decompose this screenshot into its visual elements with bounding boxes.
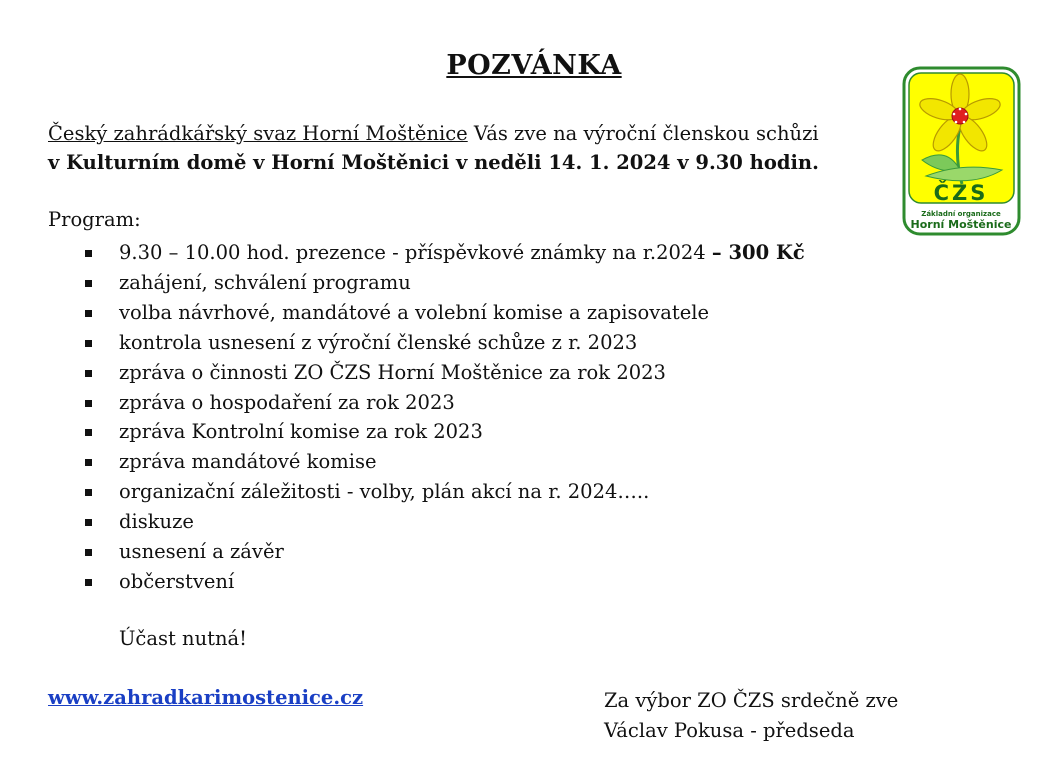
attendance-note: Účast nutná! (119, 627, 247, 650)
list-item: kontrola usnesení z výroční členské schůze z r. 2023 (80, 328, 805, 358)
signature-block (604, 686, 898, 746)
czs-logo (902, 66, 1021, 236)
signature-line-2: Václav Pokusa - předseda (604, 719, 855, 742)
list-item: organizační záležitosti - volby, plán akcí na r. 2024….. (80, 477, 805, 507)
intro-paragraph (48, 119, 819, 177)
program-label: Program: (48, 208, 141, 231)
intro-line-1 (48, 119, 819, 148)
website-link[interactable]: www.zahradkarimostenice.cz (48, 686, 364, 709)
list-item: diskuze (80, 507, 805, 537)
svg-text:ČZS: ČZS (933, 181, 989, 205)
list-item: zpráva mandátové komise (80, 447, 805, 477)
intro-text: Vás zve na výroční členskou schůzi (467, 122, 819, 145)
list-item: zahájení, schválení programu (80, 268, 805, 298)
list-item: zpráva o hospodaření za rok 2023 (80, 388, 805, 418)
list-item: 9.30 – 10.00 hod. prezence - příspěvkové známky na r.2024 – 300 Kč (80, 238, 805, 268)
list-item: volba návrhové, mandátové a volební komise a zapisovatele (80, 298, 805, 328)
event-details: v Kulturním domě v Horní Moštěnici v neděli 14. 1. 2024 v 9.30 hodin. (48, 151, 819, 174)
svg-text:Základní organizace: Základní organizace (921, 210, 1001, 218)
organization-name: Český zahrádkářský svaz Horní Moštěnice (48, 122, 468, 145)
program-list (80, 238, 805, 597)
list-item: občerstvení (80, 567, 805, 597)
page-title: POZVÁNKA (446, 50, 622, 81)
fee-amount: – 300 Kč (711, 241, 805, 264)
signature-line-1: Za výbor ZO ČZS srdečně zve (604, 689, 899, 712)
list-item: zpráva Kontrolní komise za rok 2023 (80, 417, 805, 447)
list-item: zpráva o činnosti ZO ČZS Horní Moštěnice za rok 2023 (80, 358, 805, 388)
svg-text:Horní Moštěnice: Horní Moštěnice (910, 218, 1012, 231)
list-item: usnesení a závěr (80, 537, 805, 567)
